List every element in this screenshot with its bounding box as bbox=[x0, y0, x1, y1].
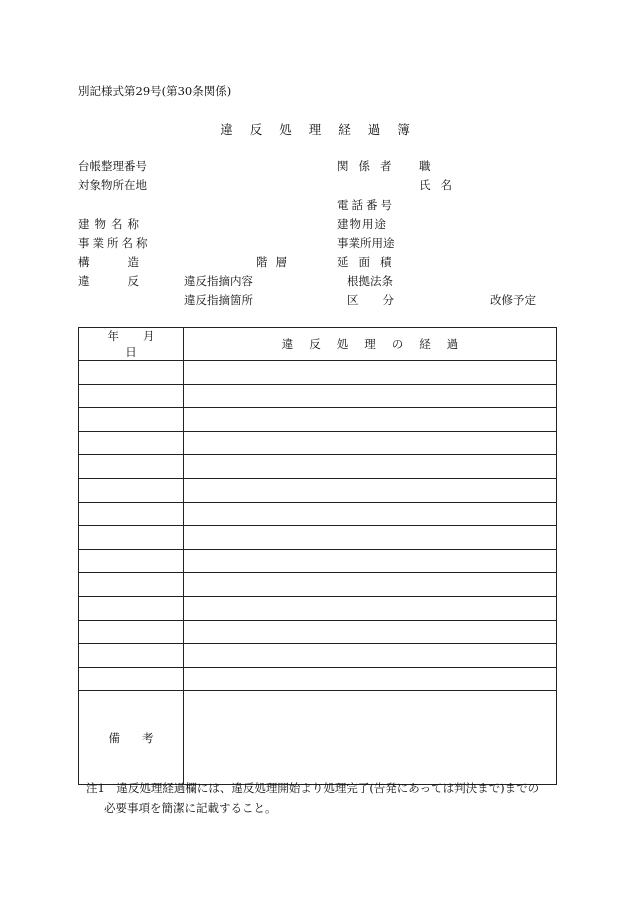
date-cell[interactable] bbox=[79, 644, 184, 668]
date-cell[interactable] bbox=[79, 573, 184, 597]
field-legal-basis: 根拠法条 bbox=[347, 274, 393, 288]
field-structure: 構造 bbox=[78, 255, 177, 269]
field-building-use: 建物用途 bbox=[337, 217, 387, 231]
date-cell[interactable] bbox=[79, 478, 184, 502]
field-register-no: 台帳整理番号 bbox=[78, 159, 147, 173]
note-line-1: 注1 違反処理経過欄には、違反処理開始より処理完了(告発にあっては判決まで)までの bbox=[86, 781, 540, 795]
violation-record-table bbox=[78, 327, 557, 785]
field-repair-plan: 改修予定 bbox=[490, 293, 536, 307]
field-occupation: 職 bbox=[419, 159, 431, 173]
field-business-use: 事業所用途 bbox=[337, 236, 395, 250]
field-building-name: 建物名称 bbox=[78, 217, 144, 231]
remarks-row bbox=[79, 691, 557, 785]
table-row bbox=[79, 455, 557, 479]
date-cell[interactable] bbox=[79, 384, 184, 408]
process-cell[interactable] bbox=[184, 408, 557, 432]
date-cell[interactable] bbox=[79, 596, 184, 620]
remarks-label: 備考 bbox=[79, 691, 184, 785]
field-phone: 電話番号 bbox=[337, 198, 395, 212]
process-cell[interactable] bbox=[184, 620, 557, 644]
remarks-cell[interactable] bbox=[184, 691, 557, 785]
table-row bbox=[79, 573, 557, 597]
table-row bbox=[79, 431, 557, 455]
table-row bbox=[79, 361, 557, 385]
note-line-2: 必要事項を簡潔に記載すること。 bbox=[104, 801, 277, 815]
date-cell[interactable] bbox=[79, 408, 184, 432]
table-row bbox=[79, 502, 557, 526]
field-floors: 階層 bbox=[256, 255, 295, 269]
date-cell[interactable] bbox=[79, 502, 184, 526]
table-row bbox=[79, 408, 557, 432]
table-row bbox=[79, 384, 557, 408]
process-cell[interactable] bbox=[184, 667, 557, 691]
date-cell[interactable] bbox=[79, 455, 184, 479]
process-cell[interactable] bbox=[184, 478, 557, 502]
field-floor-area: 延面積 bbox=[337, 255, 402, 269]
field-related-person: 関係者 bbox=[337, 159, 402, 173]
field-target-location: 対象物所在地 bbox=[78, 178, 147, 192]
table-row bbox=[79, 644, 557, 668]
process-cell[interactable] bbox=[184, 502, 557, 526]
table-row bbox=[79, 526, 557, 550]
date-cell[interactable] bbox=[79, 667, 184, 691]
process-cell[interactable] bbox=[184, 549, 557, 573]
column-header-date: 年月日 bbox=[79, 328, 184, 361]
field-name: 氏名 bbox=[419, 178, 462, 192]
column-header-process: 違反処理の経過 bbox=[184, 328, 557, 361]
date-cell[interactable] bbox=[79, 361, 184, 385]
process-cell[interactable] bbox=[184, 361, 557, 385]
field-category: 区分 bbox=[347, 293, 418, 307]
field-violation-location: 違反指摘箇所 bbox=[184, 293, 253, 307]
process-cell[interactable] bbox=[184, 431, 557, 455]
table-row bbox=[79, 667, 557, 691]
field-violation-content: 違反指摘内容 bbox=[184, 274, 253, 288]
field-business-name: 事業所名称 bbox=[78, 236, 151, 250]
form-number-label: 別記様式第29号(第30条関係) bbox=[78, 84, 232, 98]
date-cell[interactable] bbox=[79, 620, 184, 644]
process-cell[interactable] bbox=[184, 526, 557, 550]
process-cell[interactable] bbox=[184, 384, 557, 408]
process-cell[interactable] bbox=[184, 455, 557, 479]
table-row bbox=[79, 596, 557, 620]
date-cell[interactable] bbox=[79, 526, 184, 550]
document-title: 違反処理経過簿 bbox=[220, 122, 427, 137]
process-cell[interactable] bbox=[184, 596, 557, 620]
date-cell[interactable] bbox=[79, 431, 184, 455]
field-violation: 違反 bbox=[78, 274, 177, 288]
table-header-row bbox=[79, 328, 557, 361]
table-row bbox=[79, 549, 557, 573]
process-cell[interactable] bbox=[184, 573, 557, 597]
table-row bbox=[79, 478, 557, 502]
process-cell[interactable] bbox=[184, 644, 557, 668]
date-cell[interactable] bbox=[79, 549, 184, 573]
table-row bbox=[79, 620, 557, 644]
